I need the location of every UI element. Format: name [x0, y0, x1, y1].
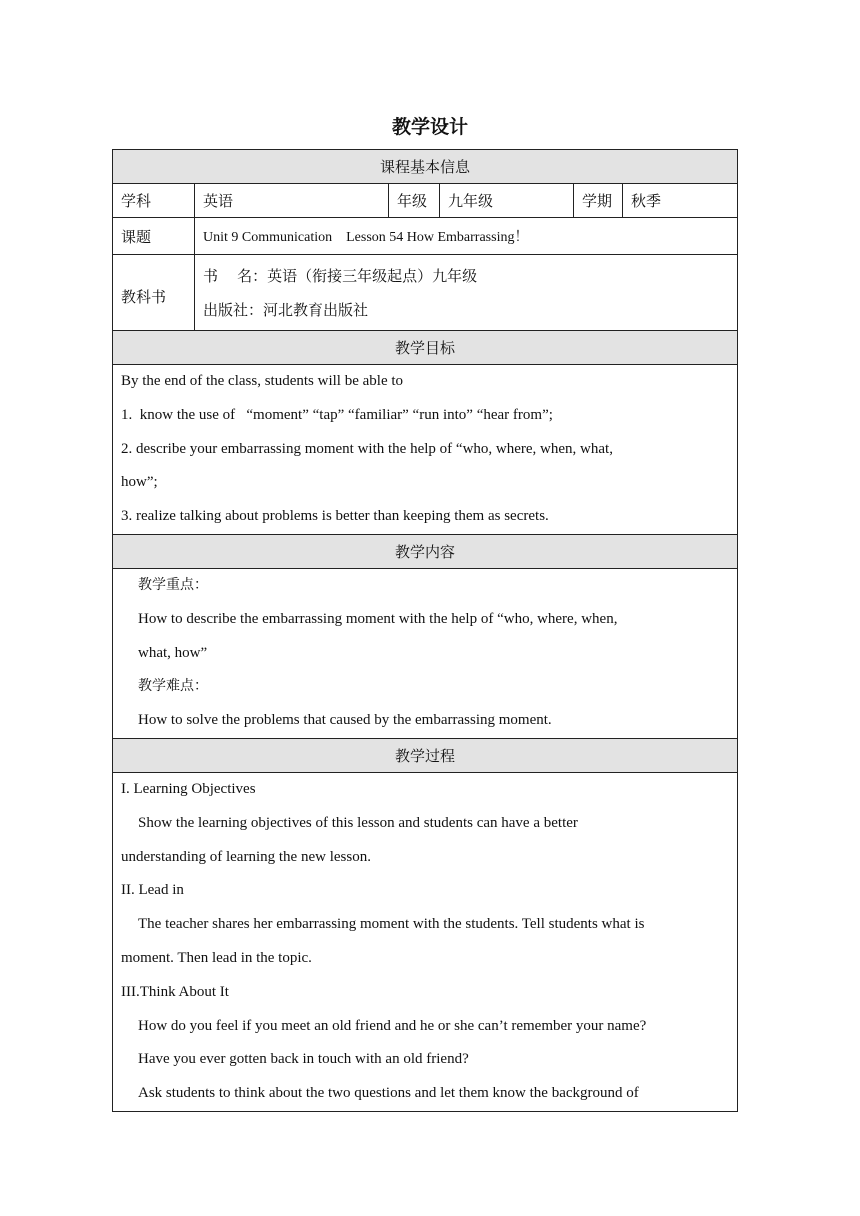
textbook-publisher: 出版社：河北教育出版社 — [203, 300, 369, 319]
topic-row — [113, 218, 738, 255]
process-step-3-text: Ask students to think about the two questions and let them know the background of — [138, 1085, 639, 1102]
content-row — [113, 568, 738, 738]
process-step-1-text-a: Show the learning objectives of this lesson and students can have a better — [138, 814, 578, 831]
topic-value: Unit 9 Communication Lesson 54 How Embarrassing！ — [195, 218, 738, 255]
process-step-3-question-2: Have you ever gotten back in touch with an old friend? — [138, 1051, 469, 1068]
objectives-intro: By the end of the class, students will be able to — [121, 373, 404, 389]
key-point-label: 教学重点： — [138, 576, 208, 593]
difficult-point-label: 教学难点： — [138, 678, 208, 695]
section-header-process — [113, 738, 738, 772]
objective-item-2a: 2. describe your embarrassing moment with the help of “who, where, when, what, — [121, 440, 613, 457]
section-title-basic-info: 课程基本信息 — [113, 150, 738, 184]
section-header-basic-info — [113, 150, 738, 184]
section-header-content — [113, 534, 738, 568]
key-point-text-b: what, how” — [138, 644, 208, 661]
objectives-cell — [113, 365, 738, 535]
textbook-label: 教科书 — [113, 255, 195, 331]
process-step-3-question-1: How do you feel if you meet an old friend and he or she can’t remember your name? — [138, 1017, 647, 1034]
subject-label: 学科 — [113, 184, 195, 218]
info-row — [113, 184, 738, 218]
subject-value: 英语 — [195, 184, 389, 218]
textbook-name: 书 名：英语（衔接三年级起点）九年级 — [203, 266, 478, 285]
content-cell — [113, 568, 738, 738]
process-step-1-title: I. Learning Objectives — [121, 780, 256, 797]
process-step-1-text-b: understanding of learning the new lesson. — [121, 848, 371, 865]
process-step-2-text-a: The teacher shares her embarrassing moment with the students. Tell students what is — [138, 916, 645, 933]
grade-label: 年级 — [389, 184, 440, 218]
document-title: 教学设计 — [391, 116, 468, 138]
key-point-text-a: How to describe the embarrassing moment with the help of “who, where, when, — [138, 610, 618, 627]
process-step-3-title: III.Think About It — [121, 983, 229, 1000]
process-cell — [113, 772, 738, 1111]
process-row — [113, 772, 738, 1111]
section-title-process: 教学过程 — [113, 738, 738, 772]
difficult-point-text: How to solve the problems that caused by the embarrassing moment. — [138, 712, 552, 729]
grade-value: 九年级 — [440, 184, 574, 218]
objective-item-2b: how”; — [121, 474, 158, 491]
objectives-row — [113, 365, 738, 535]
section-title-content: 教学内容 — [113, 534, 738, 568]
process-step-2-text-b: moment. Then lead in the topic. — [121, 949, 312, 966]
objective-item-1: 1. know the use of “moment” “tap” “familiar” “run into” “hear from”; — [121, 406, 553, 423]
lesson-plan-table — [112, 149, 738, 1112]
section-header-objectives — [113, 331, 738, 365]
textbook-row — [113, 255, 738, 331]
objective-item-3: 3. realize talking about problems is better than keeping them as secrets. — [121, 508, 549, 525]
process-step-2-title: II. Lead in — [121, 882, 184, 899]
textbook-info — [195, 255, 738, 331]
topic-label: 课题 — [113, 218, 195, 255]
term-label: 学期 — [574, 184, 623, 218]
section-title-objectives: 教学目标 — [113, 331, 738, 365]
term-value: 秋季 — [623, 184, 738, 218]
